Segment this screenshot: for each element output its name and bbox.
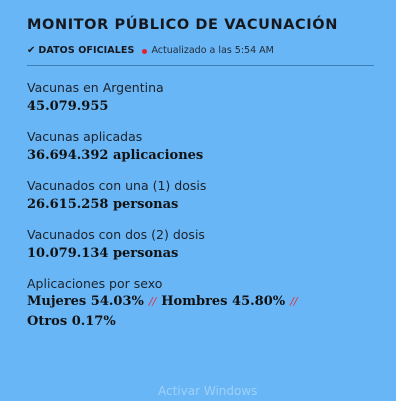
header-divider bbox=[27, 65, 374, 66]
separator: // bbox=[290, 295, 298, 308]
windows-activation-watermark: Activar Windows bbox=[158, 384, 258, 398]
stat-one-dose bbox=[27, 178, 376, 215]
stat-value: 10.079.134 personas bbox=[27, 246, 179, 261]
stat-label: Vacunas en Argentina bbox=[27, 80, 164, 95]
monitor-title: MONITOR PÚBLICO DE VACUNACIÓN bbox=[27, 17, 338, 33]
stat-label: Vacunas aplicadas bbox=[27, 129, 143, 144]
separator: // bbox=[148, 295, 157, 308]
stat-value: 26.615.258 personas bbox=[27, 197, 179, 212]
live-dot-icon bbox=[142, 49, 147, 54]
updated-time: Actualizado a las 5:54 AM bbox=[151, 45, 274, 56]
stat-label: Aplicaciones por sexo bbox=[27, 276, 163, 291]
stat-vaccines-in-country bbox=[27, 80, 376, 117]
stat-vaccines-applied bbox=[27, 129, 376, 166]
check-icon: ✔ bbox=[27, 45, 36, 56]
women-percentage: Mujeres 54.03% bbox=[27, 294, 144, 309]
stat-value: 45.079.955 bbox=[27, 99, 109, 114]
sex-breakdown-line bbox=[27, 292, 376, 312]
men-percentage: Hombres 45.80% bbox=[161, 294, 286, 309]
stat-applications-by-sex bbox=[27, 276, 376, 332]
official-data-label: DATOS OFICIALES bbox=[38, 45, 135, 56]
other-line bbox=[27, 312, 376, 332]
stat-value: 36.694.392 aplicaciones bbox=[27, 148, 204, 163]
stat-two-doses bbox=[27, 227, 376, 264]
other-percentage: Otros 0.17% bbox=[27, 314, 116, 329]
stat-label: Vacunados con una (1) dosis bbox=[27, 178, 207, 193]
data-status-row bbox=[27, 45, 376, 57]
stat-label: Vacunados con dos (2) dosis bbox=[27, 227, 205, 242]
